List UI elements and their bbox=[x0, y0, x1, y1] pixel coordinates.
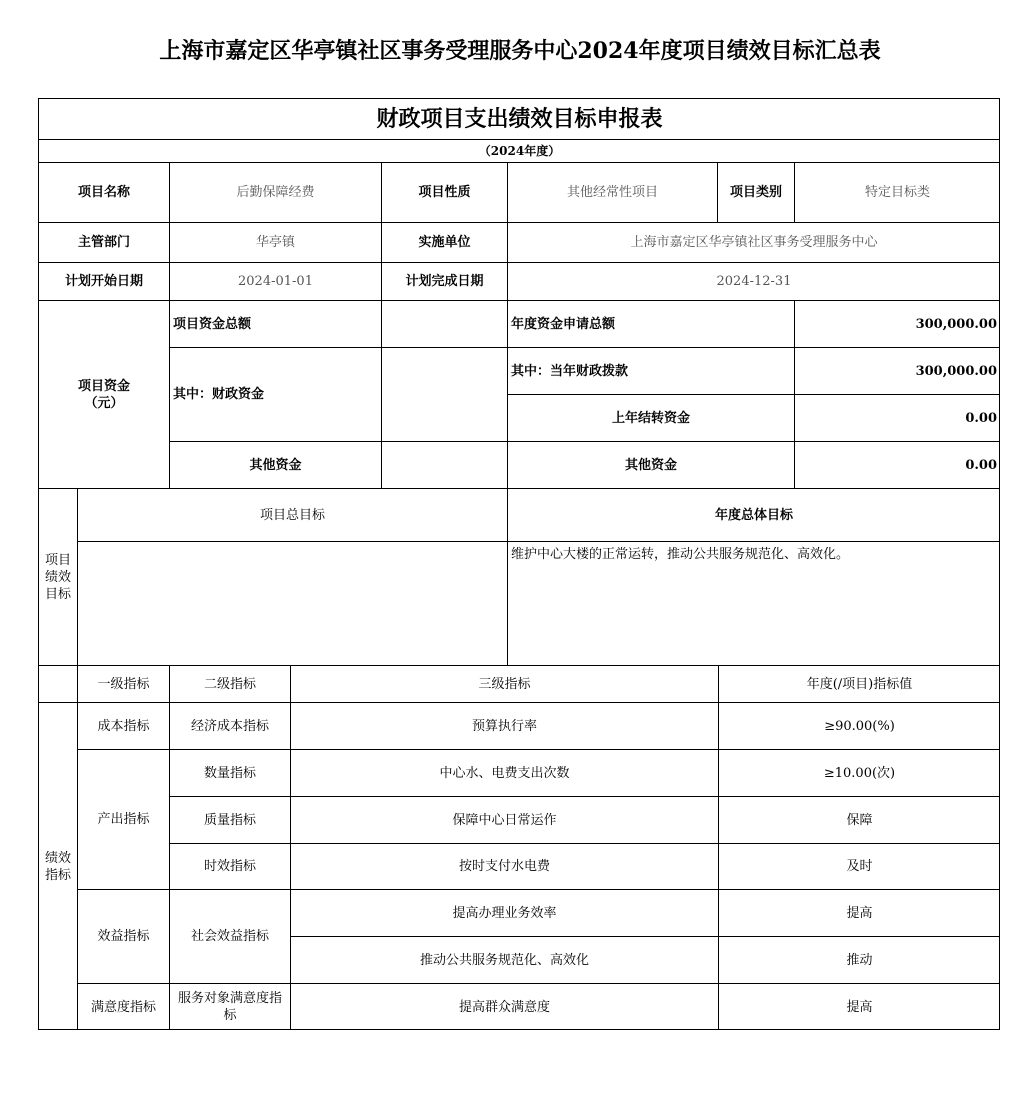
project-name-label: 项目名称 bbox=[38, 162, 169, 222]
level3-row: 提高群众满意度 bbox=[290, 983, 718, 1030]
project-category-label: 项目类别 bbox=[717, 162, 794, 222]
level1-cost: 成本指标 bbox=[77, 702, 169, 749]
total-goal-text bbox=[77, 541, 507, 665]
funds-other-label: 其他资金 bbox=[169, 441, 381, 488]
funds-total-value bbox=[381, 300, 507, 347]
indicator-value: 提高 bbox=[718, 983, 1000, 1030]
funds-other-value bbox=[381, 441, 507, 488]
header-level3: 三级指标 bbox=[290, 665, 718, 702]
unit-value: 上海市嘉定区华亭镇社区事务受理服务中心 bbox=[507, 222, 1000, 262]
funds-annual-label: 年度资金申请总额 bbox=[507, 300, 794, 347]
level1-benefit: 效益指标 bbox=[77, 889, 169, 983]
funds-label: 项目资金 （元） bbox=[38, 300, 169, 488]
funds-fiscal-label: 其中：财政资金 bbox=[169, 347, 381, 441]
start-date-label: 计划开始日期 bbox=[38, 262, 169, 300]
level2-social-benefit: 社会效益指标 bbox=[169, 889, 290, 983]
level2-economic-cost: 经济成本指标 bbox=[169, 702, 290, 749]
header-level1: 一级指标 bbox=[77, 665, 169, 702]
goals-label: 项目 绩效 目标 bbox=[38, 488, 77, 665]
level3-row: 推动公共服务规范化、高效化 bbox=[290, 936, 718, 983]
level2-quantity: 数量指标 bbox=[169, 749, 290, 796]
funds-carryover-label: 上年结转资金 bbox=[507, 394, 794, 441]
indicator-value: 及时 bbox=[718, 843, 1000, 889]
indicator-value: 提高 bbox=[718, 889, 1000, 936]
form-title: 财政项目支出绩效目标申报表 bbox=[38, 98, 1000, 139]
funds-annual-value: 300,000.00 bbox=[794, 300, 1000, 347]
funds-other-label-2: 其他资金 bbox=[507, 441, 794, 488]
annual-goal-text: 维护中心大楼的正常运转，推动公共服务规范化、高效化。 bbox=[507, 541, 1000, 665]
funds-current-label: 其中：当年财政拨款 bbox=[507, 347, 794, 394]
indicator-value: ≥90.00(%) bbox=[718, 702, 1000, 749]
total-goal-header: 项目总目标 bbox=[77, 488, 507, 541]
level3-row: 提高办理业务效率 bbox=[290, 889, 718, 936]
project-nature-value: 其他经常性项目 bbox=[507, 162, 717, 222]
funds-fiscal-value bbox=[381, 347, 507, 441]
indicator-value: ≥10.00(次) bbox=[718, 749, 1000, 796]
indicator-value: 推动 bbox=[718, 936, 1000, 983]
level1-output: 产出指标 bbox=[77, 749, 169, 889]
funds-current-value: 300,000.00 bbox=[794, 347, 1000, 394]
level2-timeliness: 时效指标 bbox=[169, 843, 290, 889]
project-name-value: 后勤保障经费 bbox=[169, 162, 381, 222]
funds-total-label: 项目资金总额 bbox=[169, 300, 381, 347]
form-year: （2024年度） bbox=[38, 139, 1000, 162]
funds-carryover-value: 0.00 bbox=[794, 394, 1000, 441]
level2-service-satisfaction: 服务对象满意度指标 bbox=[169, 983, 290, 1030]
end-date-label: 计划完成日期 bbox=[381, 262, 507, 300]
start-date-value: 2024-01-01 bbox=[169, 262, 381, 300]
unit-label: 实施单位 bbox=[381, 222, 507, 262]
level3-row: 保障中心日常运作 bbox=[290, 796, 718, 843]
annual-goal-header: 年度总体目标 bbox=[507, 488, 1000, 541]
dept-value: 华亭镇 bbox=[169, 222, 381, 262]
funds-other-value-2: 0.00 bbox=[794, 441, 1000, 488]
indicator-header-blank bbox=[38, 665, 77, 702]
level3-row: 预算执行率 bbox=[290, 702, 718, 749]
project-category-value: 特定目标类 bbox=[794, 162, 1000, 222]
header-level2: 二级指标 bbox=[169, 665, 290, 702]
level3-row: 中心水、电费支出次数 bbox=[290, 749, 718, 796]
level3-row: 按时支付水电费 bbox=[290, 843, 718, 889]
performance-form bbox=[38, 98, 1000, 1030]
dept-label: 主管部门 bbox=[38, 222, 169, 262]
level2-quality: 质量指标 bbox=[169, 796, 290, 843]
project-nature-label: 项目性质 bbox=[381, 162, 507, 222]
level1-satisfaction: 满意度指标 bbox=[77, 983, 169, 1030]
indicator-value: 保障 bbox=[718, 796, 1000, 843]
header-value: 年度(/项目)指标值 bbox=[718, 665, 1000, 702]
document-title: 上海市嘉定区华亭镇社区事务受理服务中心2024年度项目绩效目标汇总表 bbox=[159, 38, 881, 64]
indicators-label: 绩效 指标 bbox=[38, 702, 77, 1030]
end-date-value: 2024-12-31 bbox=[507, 262, 1000, 300]
